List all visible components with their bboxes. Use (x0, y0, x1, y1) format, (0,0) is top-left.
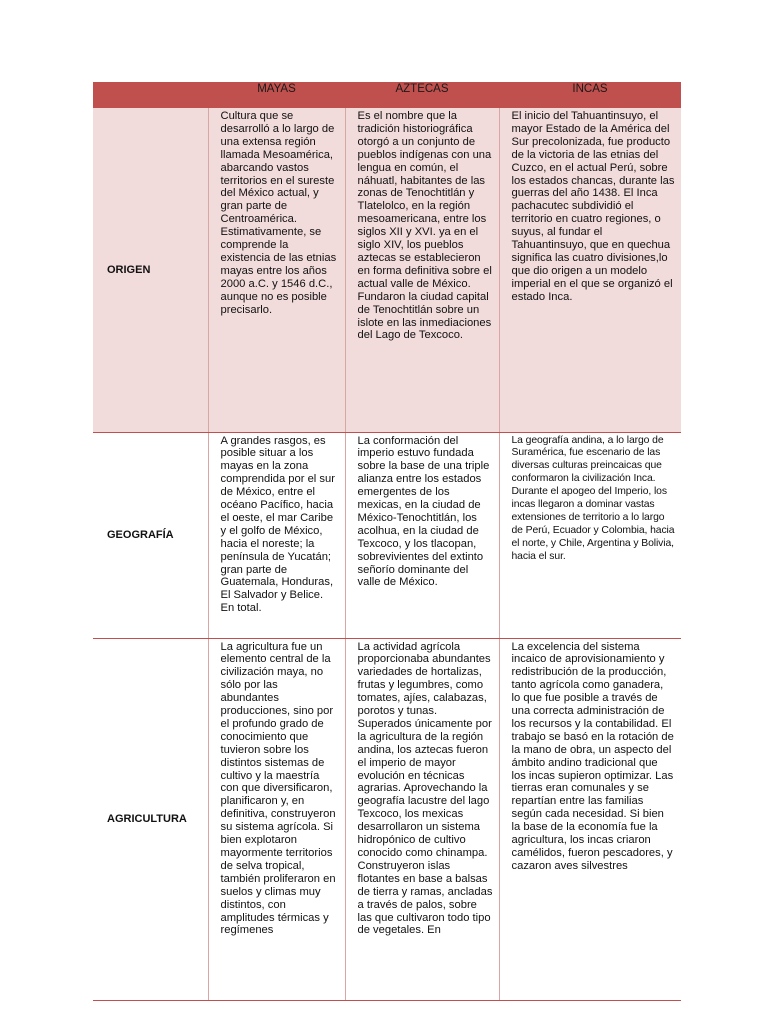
cell-agricultura-incas: La excelencia del sistema incaico de aprovisionamiento y redistribución de la producción, tanto agrícola como ganadera, lo que fue posible a través de una correcta administración de los recursos y la contabilidad. El trabajo se basó en la rotación de la mano de obra, un aspecto del ámbito andino tradicional que los incas supieron optimizar. Las tierras eran comunales y se repartían entre las familias según cada necesidad. Si bien la base de la economía fue la agricultura, los incas criaron camélidos, fueron pescadores, y cazaron aves silvestres (511, 640, 674, 872)
cell-origen-mayas: Cultura que se desarrolló a lo largo de una extensa región llamada Mesoamérica, abarcando vastos territorios en el sureste del México actual, y gran parte de Centroamérica. Estimativamente, se comprende la existencia de las etnias mayas entre los años 2000 a.C. y 1546 d.C., aunque no es posible precisarlo. (220, 110, 337, 316)
table-row-origen (93, 108, 681, 432)
cell-origen-incas: El inicio del Tahuantinsuyo, el mayor Estado de la América del Sur precolonizada, fue producto de la victoria de las etnias del Cuzco, en el actual Perú, sobre los estados chancas, durante las guerras del año 1438. El Inca pachacutec subdividió el territorio en cuatro regiones, o suyus, al fundar el Tahuantinsuyo, que en quechua significa las cuatro divisiones,lo que dio origen a un modelo imperial en el que se organizó el estado Inca. (511, 110, 675, 303)
header-aztecas: AZTECAS (345, 82, 499, 108)
header-empty (93, 82, 208, 108)
cell-agricultura-mayas: La agricultura fue un elemento central de la civilización maya, no sólo por las abundantes producciones, sino por el profundo grado de conocimiento que tuvieron sobre los distintos sistemas de cultivo y la maestría con que diversificaron, planificaron y, en definitiva, construyeron su sistema agrícola. Si bien explotaron mayormente territorios de selva tropical, también proliferaron en suelos y climas muy distintos, con amplitudes térmicas y regímenes (220, 640, 336, 937)
row-label-origen: ORIGEN (93, 108, 208, 432)
table-row-agricultura (93, 638, 681, 1000)
table-row-geografia (93, 432, 681, 638)
header-mayas: MAYAS (208, 82, 345, 108)
row-label-agricultura: AGRICULTURA (93, 638, 208, 1000)
cell-geografia-aztecas: La conformación del imperio estuvo fundada sobre la base de una triple alianza entre los estados emergentes de los mexicas, en la ciudad de México-Tenochtitlán, los acolhua, en la ciudad de Texcoco, y los tlacopan, sobrevivientes del extinto señorío dominante del valle de México. (357, 434, 490, 589)
cell-origen-aztecas: Es el nombre que la tradición historiográfica otorgó a un conjunto de pueblos indígenas con una lengua en común, el náhuatl, habitantes de las zonas de Tenochtitlán y Tlatelolco, en la región mesoamericana, entre los siglos XII y XVI. ya en el siglo XIV, los pueblos aztecas se establecieron en forma definitiva sobre el actual valle de México. Fundaron la ciudad capital de Tenochtitlán sobre un islote en las inmediaciones del Lago de Texcoco. (357, 110, 492, 342)
header-incas: INCAS (499, 82, 681, 108)
cell-agricultura-aztecas: La actividad agrícola proporcionaba abundantes variedades de hortalizas, frutas y legumbres, como tomates, ajíes, calabazas, porotos y tunas. Superados únicamente por la agricultura de la región andina, los aztecas fueron el imperio de mayor evolución en técnicas agrarias. Aprovechando la geografía lacustre del lago Texcoco, los mexicas desarrollaron un sistema hidropónico de cultivo conocido como chinampa. Construyeron islas flotantes en base a balsas de tierra y ramas, ancladas a través de palos, sobre las que cultivaron todo tipo de vegetales. En (357, 640, 493, 937)
comparison-table (93, 82, 681, 1001)
cell-geografia-mayas: A grandes rasgos, es posible situar a los mayas en la zona comprendida por el sur de México, entre el océano Pacífico, hacia el oeste, el mar Caribe y el golfo de México, hacia el noreste; la península de Yucatán; gran parte de Guatemala, Honduras, El Salvador y Belice. En total. (220, 434, 335, 615)
row-label-geografia: GEOGRAFÍA (93, 432, 208, 638)
table-header-row (93, 82, 681, 108)
cell-geografia-incas: La geografía andina, a lo largo de Suramérica, fue escenario de las diversas culturas preincaicas que conformaron la civilización Inca. Durante el apogeo del Imperio, los incas llegaron a dominar vastas extensiones de territorio a lo largo de Perú, Ecuador y Colombia, hacia el norte, y Chile, Argentina y Bolivia, hacia el sur. (511, 434, 675, 562)
